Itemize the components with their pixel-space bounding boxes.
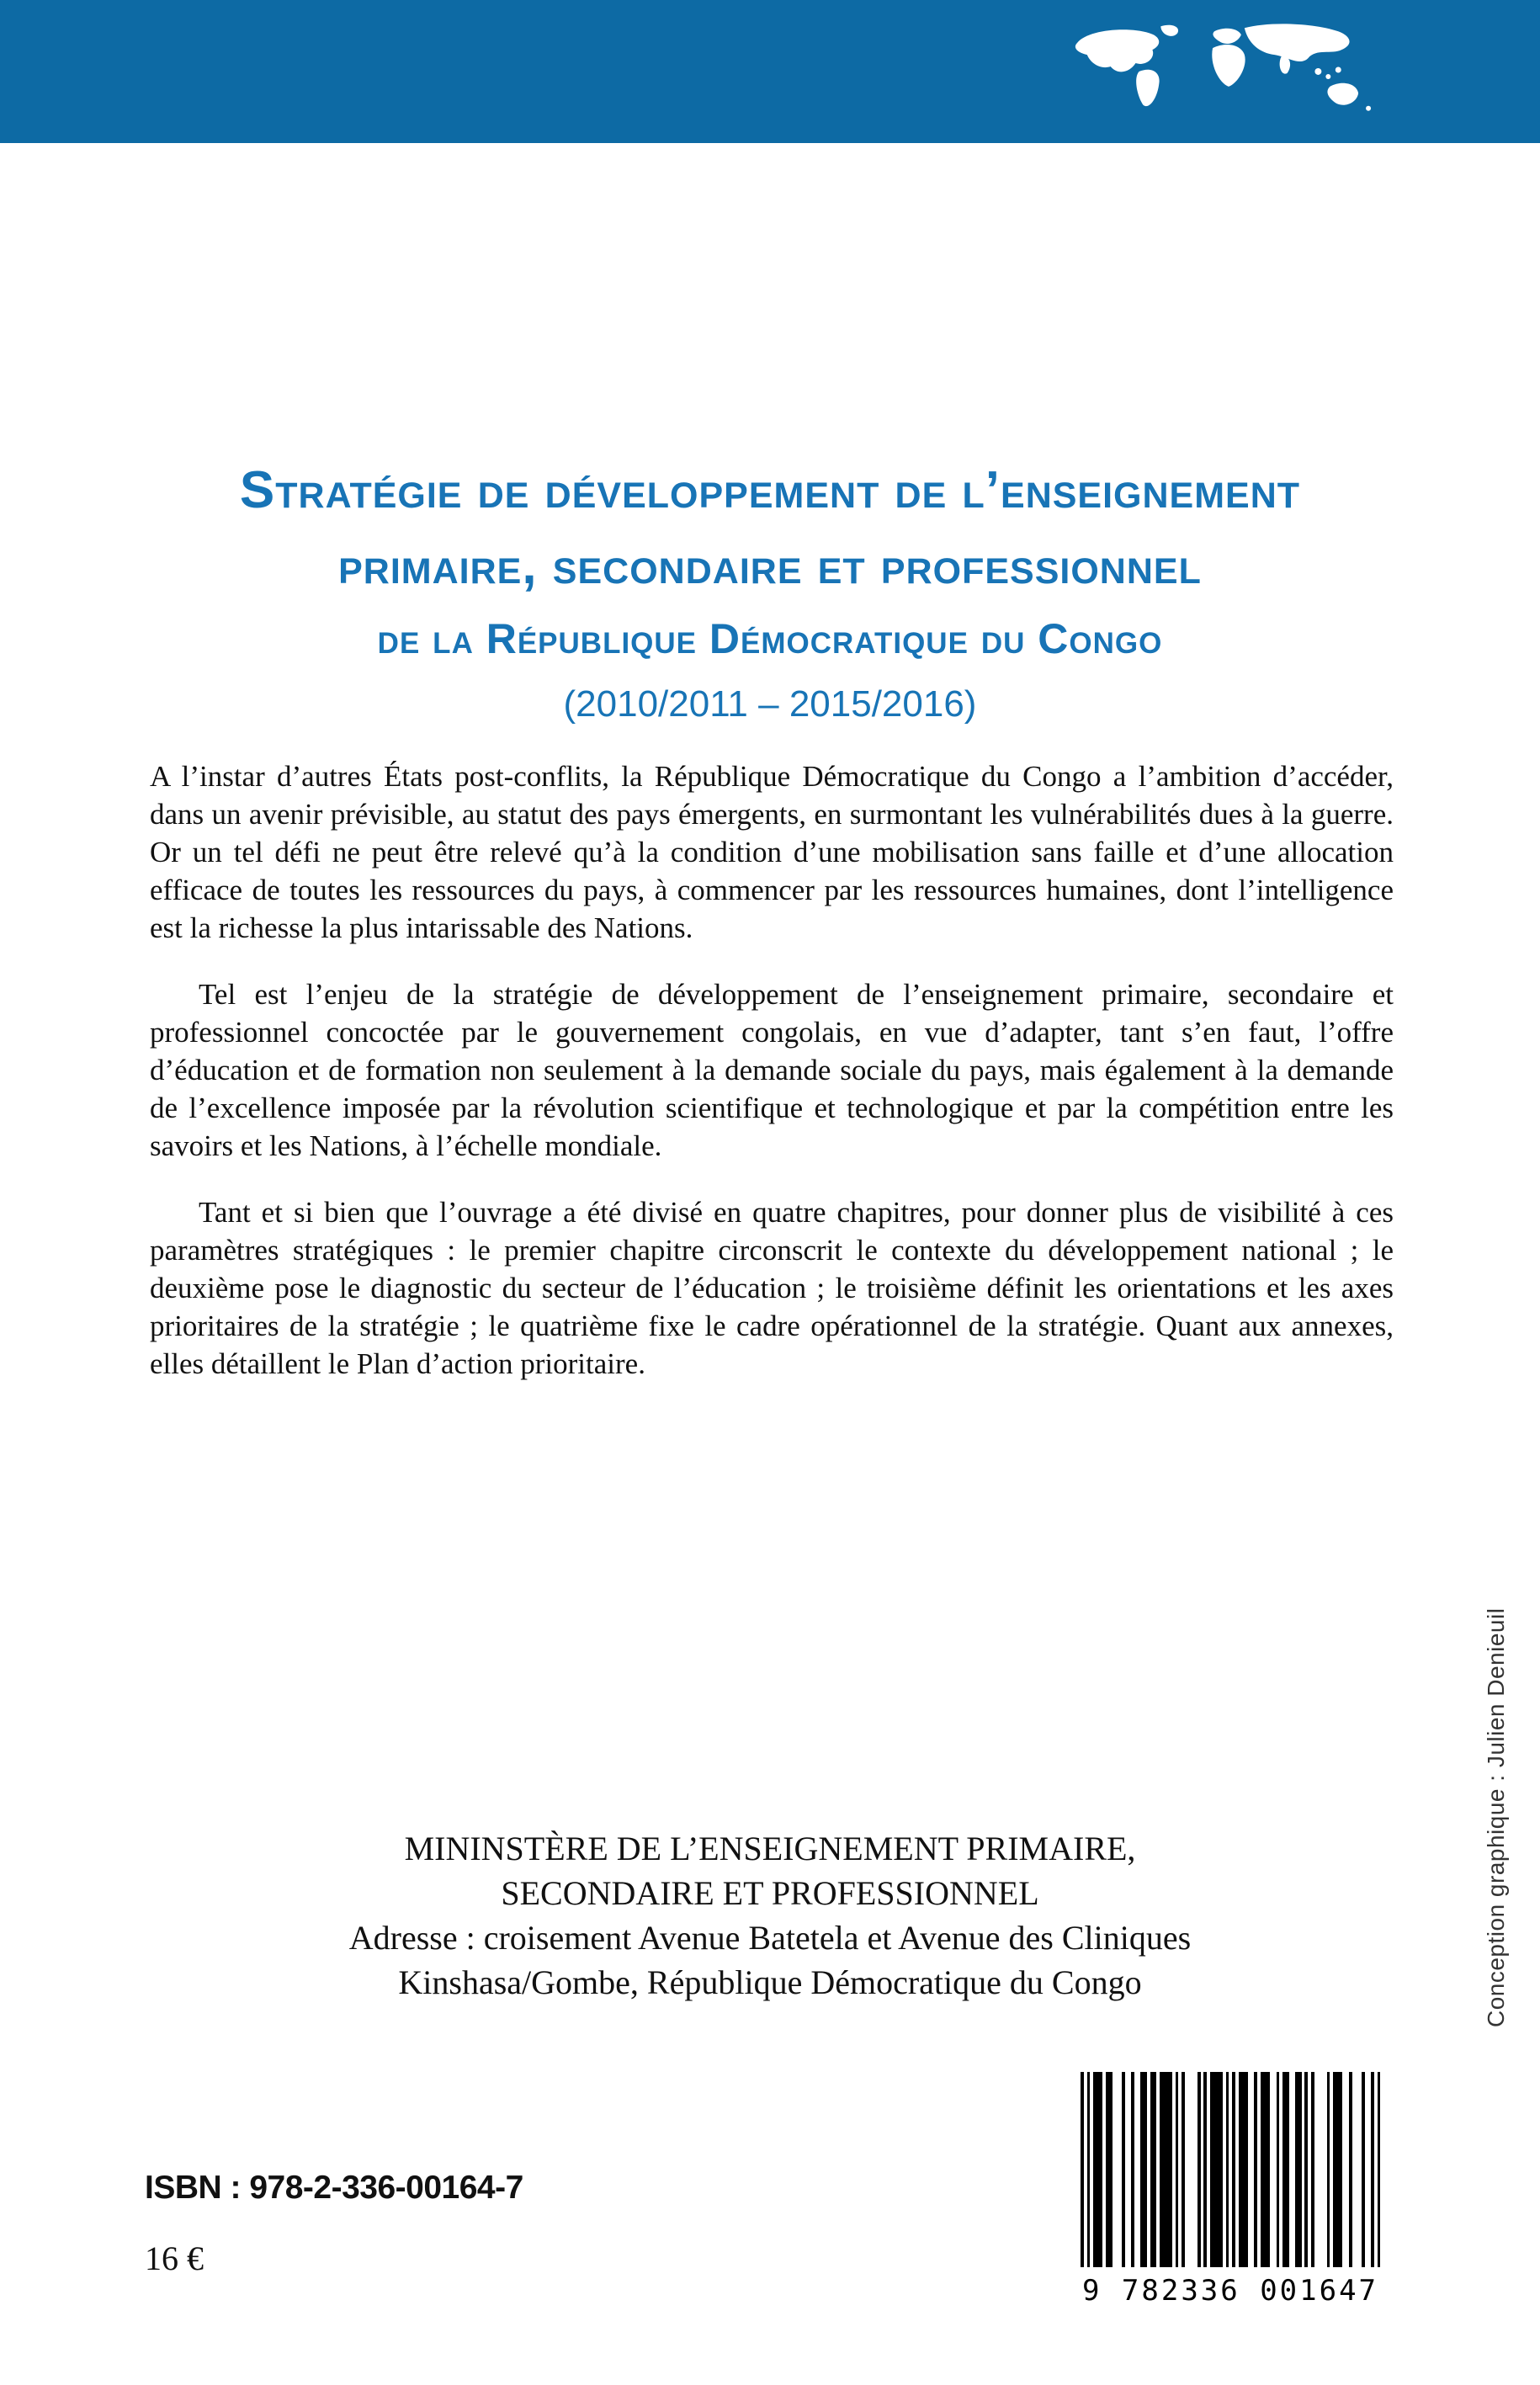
synopsis-paragraph-1: A l’instar d’autres États post-conflits, la République Démocratique du Congo a l’ambition d’accéder, dans un avenir prévisible, au statut des pays émergents, en surmontant les vulnérabilités dues à la guerre. Or un tel défi ne peut être relevé qu’à la condition d’une mobilisation sans faille et d’une allocation efficace de toutes les ressources du pays, à commencer par les ressources humaines, dont l’intelligence est la richesse la plus intarissable des Nations. xyxy=(150,760,1394,944)
title-block xyxy=(0,453,1540,736)
synopsis-paragraph-2: Tel est l’enjeu de la stratégie de développement de l’enseignement primaire, secondaire et professionnel concoctée par le gouvernement congolais, en vue d’adapter, tant s’en faut, l’offre d’éducation et de formation non seulement à la demande sociale du pays, mais également à la demande de l’excellence imposée par la révolution scientifique et technologique et par la compétition entre les savoirs et les Nations, à l’échelle mondiale. xyxy=(150,978,1394,1162)
barcode-number: 9 782336 001647 xyxy=(1081,2274,1379,2308)
isbn-text: ISBN : 978-2-336-00164-7 xyxy=(145,2170,523,2206)
publisher-line-2: SECONDAIRE ET PROFESSIONNEL xyxy=(501,1874,1039,1912)
world-map-icon xyxy=(1062,20,1380,121)
publisher-address-line-2: Kinshasa/Gombe, République Démocratique du Congo xyxy=(398,1963,1142,2001)
top-banner xyxy=(0,0,1540,143)
publisher-block xyxy=(0,1826,1540,2005)
publisher-line-1: MININSTÈRE DE L’ENSEIGNEMENT PRIMAIRE, xyxy=(404,1830,1136,1867)
design-credit-vertical: Conception graphique : Julien Denieuil xyxy=(1483,1607,1509,2028)
barcode-bars xyxy=(1081,2072,1380,2267)
synopsis-paragraph-3: Tant et si bien que l’ouvrage a été divisé en quatre chapitres, pour donner plus de visibilité à ces paramètres stratégiques : le premier chapitre circonscrit le contexte du développement national ; le deuxième pose le diagnostic du secteur de l’éducation ; le troisième définit les orientations et les axes prioritaires de la stratégie ; le quatrième fixe le cadre opérationnel de la stratégie. Quant aux annexes, elles détaillent le Plan d’action prioritaire. xyxy=(150,1196,1394,1380)
title-years: (2010/2011 – 2015/2016) xyxy=(563,683,977,725)
synopsis xyxy=(150,757,1394,1411)
title-line-1: Stratégie de développement de l’enseignement xyxy=(239,461,1301,519)
title-line-2: primaire, secondaire et professionnel xyxy=(338,537,1202,595)
publisher-address-line-1: Adresse : croisement Avenue Batetela et Avenue des Cliniques xyxy=(348,1919,1192,1957)
barcode xyxy=(1081,2072,1380,2308)
price-text: 16 € xyxy=(145,2239,204,2277)
title-line-3: de la République Démocratique du Congo xyxy=(377,615,1163,662)
